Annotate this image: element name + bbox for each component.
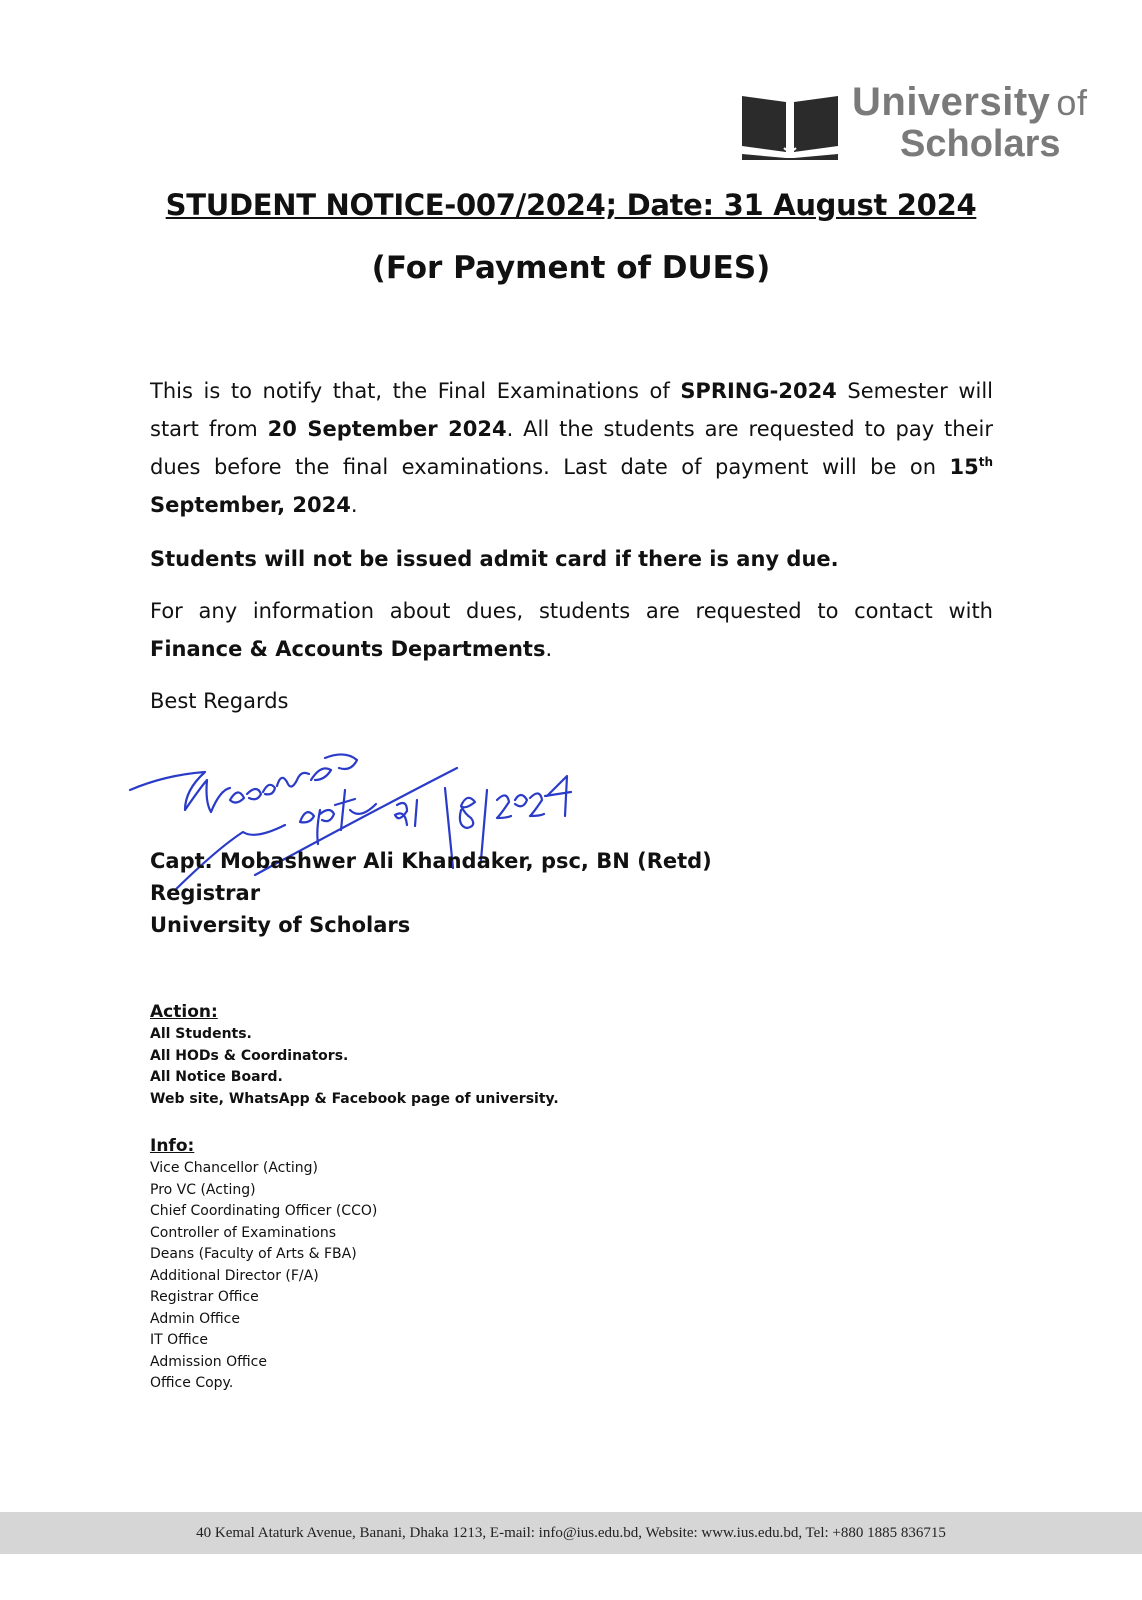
footer-address-bar: 40 Kemal Ataturk Avenue, Banani, Dhaka 1213, E-mail: info@ius.edu.bd, Website: www.ius.edu.bd, Tel: +880 1885 836715 [0,1512,1142,1554]
p1-text-c: Semester will start from [150,379,993,441]
info-item: Additional Director (F/A) [150,1267,319,1284]
info-item: IT Office [150,1332,208,1348]
info-item: Admin Office [150,1310,240,1327]
notice-title: STUDENT NOTICE-007/2024; Date: 31 August 2024 [165,188,977,222]
semester-name: SPRING-2024 [680,379,837,403]
deadline-suffix: th [978,455,993,469]
action-heading: Action: [150,1002,218,1022]
info-item: Vice Chancellor (Acting) [150,1160,318,1176]
info-item: Controller of Examinations [150,1224,337,1241]
logo-wordmark [852,82,1087,165]
info-item: Pro VC (Acting) [150,1181,256,1198]
info-item: Registrar Office [150,1289,259,1305]
action-item: All Students. [150,1026,252,1042]
notice-paragraph-1 [150,372,993,524]
action-section [150,1000,559,1110]
info-item: Office Copy. [150,1375,234,1391]
signer-block [150,845,712,941]
info-item: Deans (Faculty of Arts & FBA) [150,1246,357,1262]
info-item: Chief Coordinating Officer (CCO) [150,1203,378,1219]
closing-regards: Best Regards [150,689,289,713]
deadline-day: 15 [949,455,979,479]
info-section [150,1134,377,1395]
admit-card-warning: Students will not be issued admit card if there is any due. [150,547,839,571]
deadline-month-year: September, 2024 [150,493,351,517]
action-item: All Notice Board. [150,1069,283,1085]
logo-line2: Scholars [900,123,1061,165]
p1-period: . [350,493,358,517]
signer-name: Capt. Mobashwer Ali Khandaker, psc, BN (Retd) [150,849,712,873]
exam-start-date: 20 September 2024 [267,417,507,441]
p1-text-a: This is to notify that, the Final Examinations of [150,379,681,403]
notice-paragraph-3 [150,592,993,668]
p3-period: . [545,637,553,661]
action-item: Web site, WhatsApp & Facebook page of university. [150,1090,559,1107]
university-logo [740,82,1100,164]
finance-department: Finance & Accounts Departments [150,637,546,661]
info-heading: Info: [150,1136,195,1156]
logo-line1: University [852,80,1051,124]
p1-text-e: . All the students are requested to pay their dues before the final examinations. Last date of payment will be on [150,417,993,479]
notice-subtitle: (For Payment of DUES) [371,250,771,286]
signer-org: University of Scholars [150,913,411,937]
signer-role: Registrar [150,881,261,905]
notice-body [150,372,993,720]
action-item: All HODs & Coordinators. [150,1047,349,1064]
open-book-icon [740,90,840,162]
p3-text-a: For any information about dues, students are requested to contact with [150,599,993,623]
logo-of: of [1056,82,1088,123]
info-item: Admission Office [150,1353,267,1370]
